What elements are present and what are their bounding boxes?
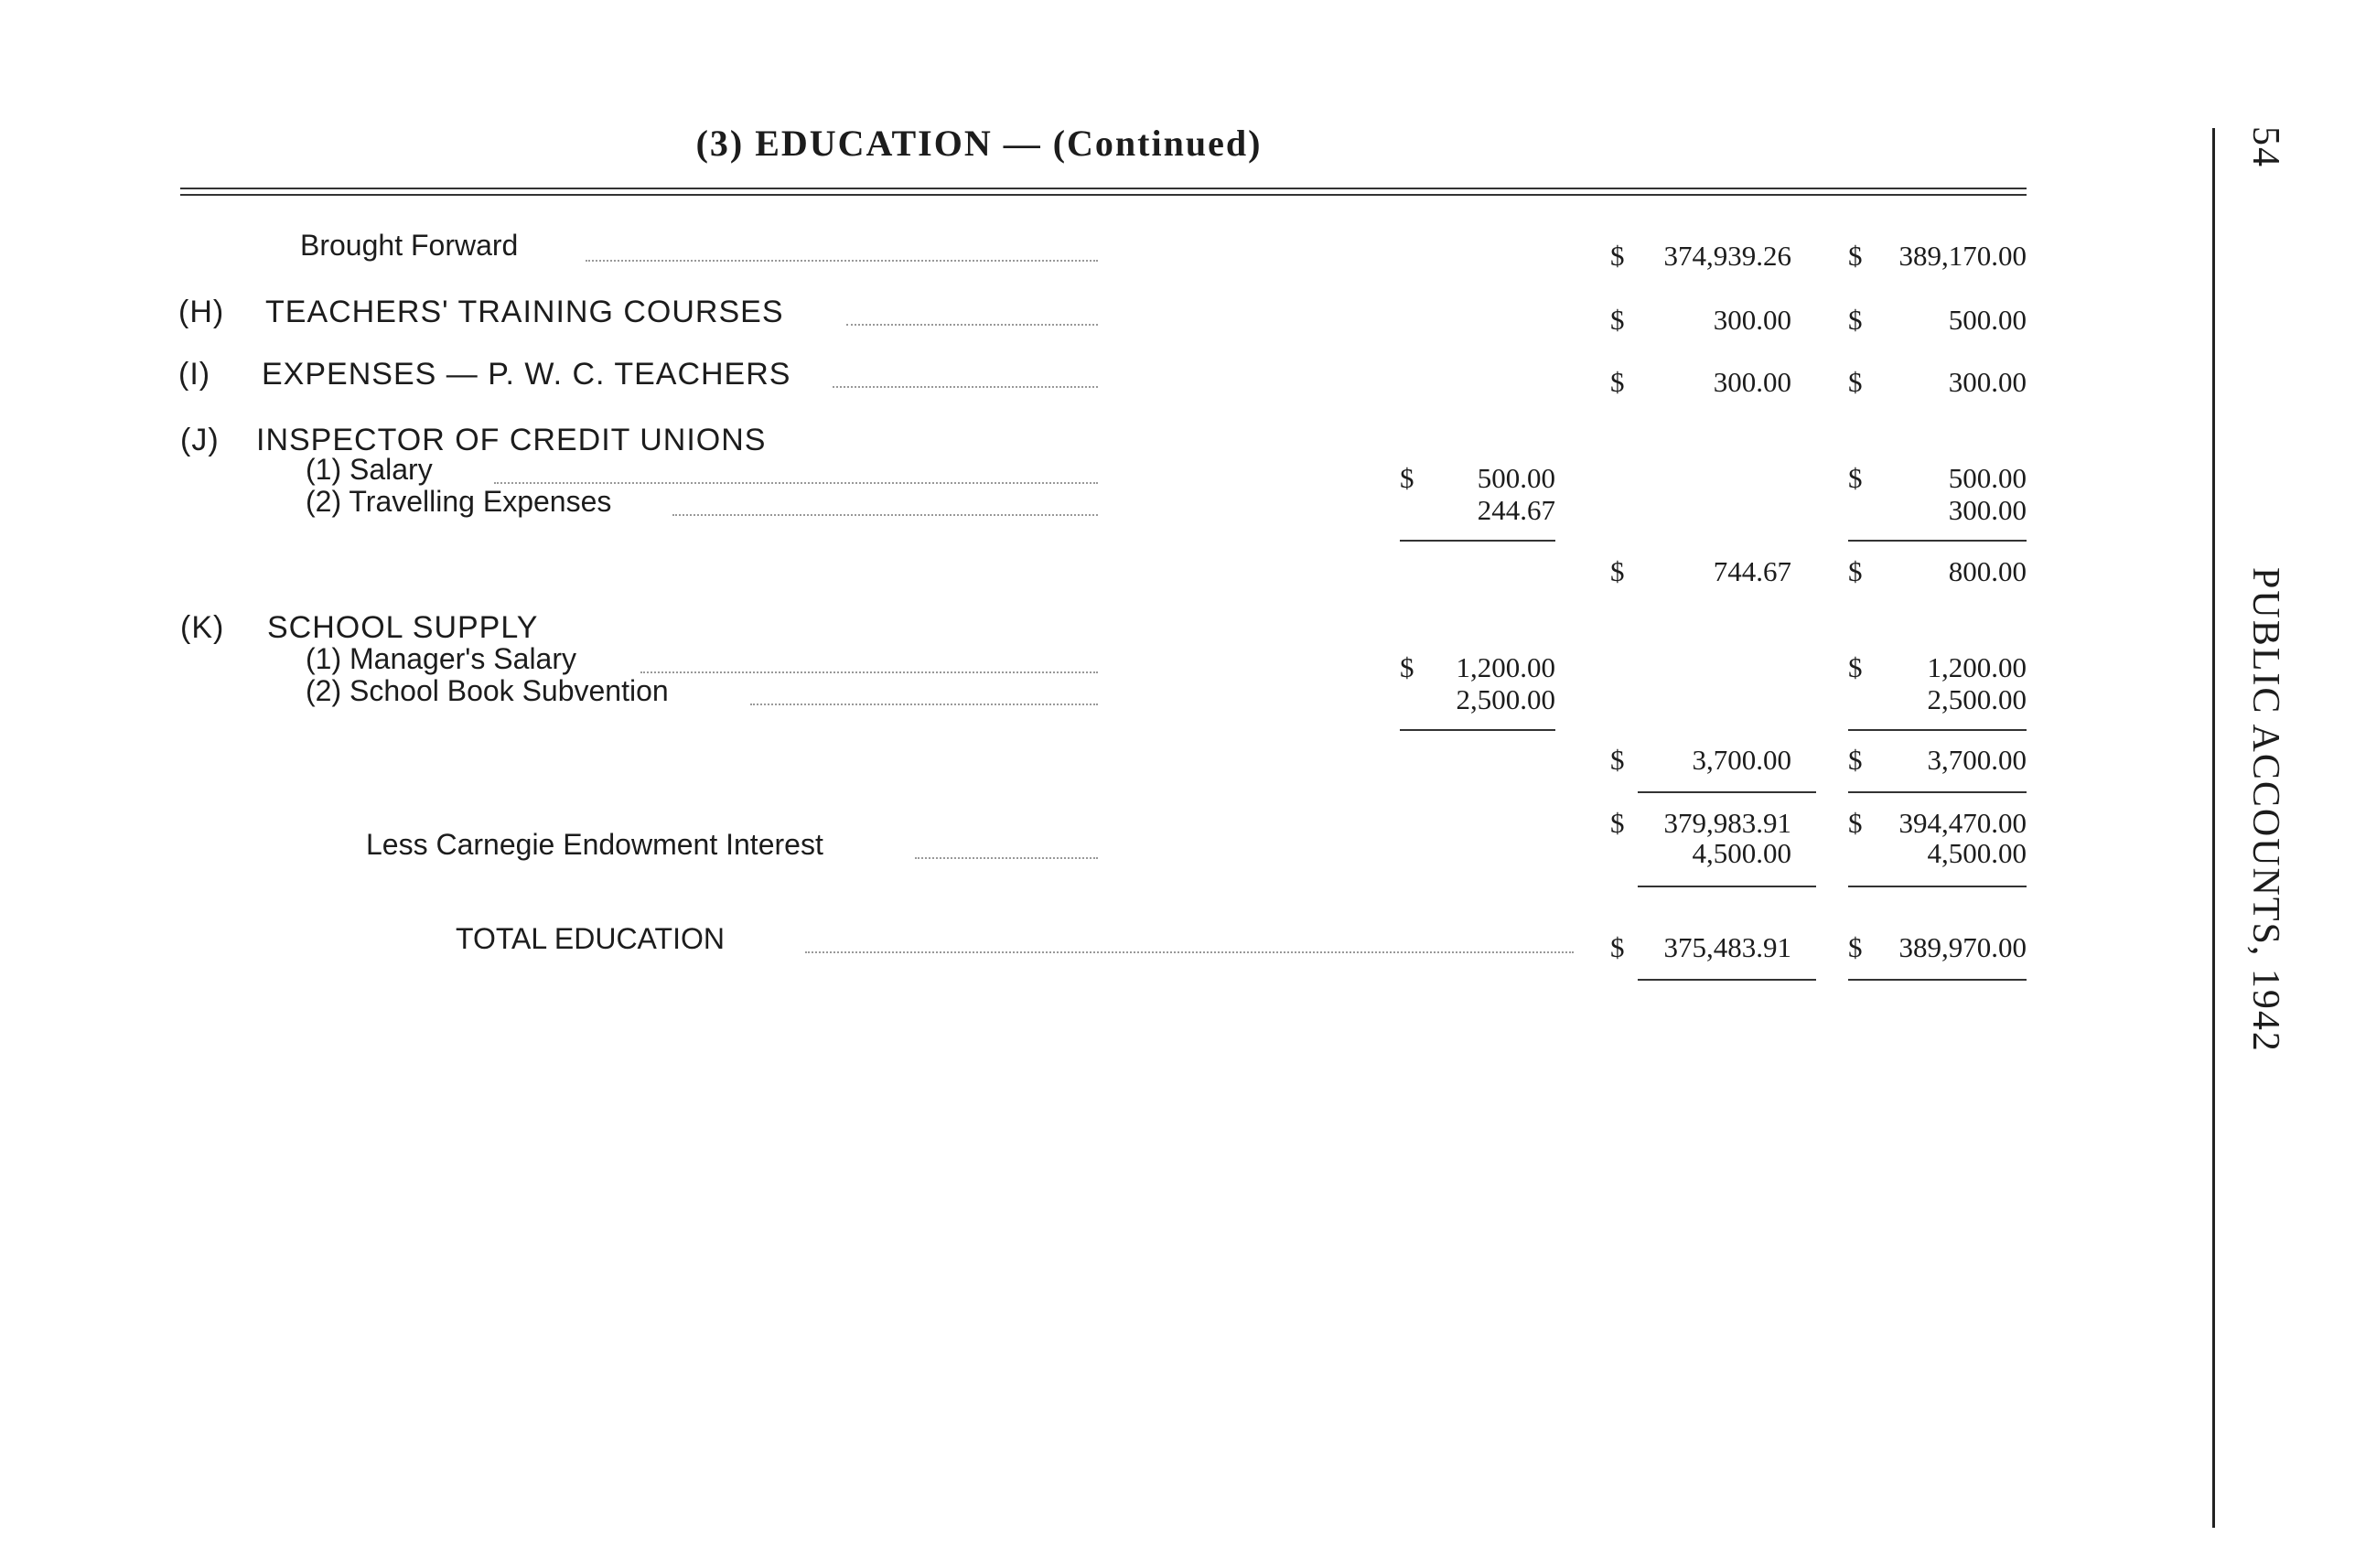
subtotal-rule xyxy=(1848,886,2027,887)
subtotal-rule xyxy=(1400,540,1555,542)
leader-dots xyxy=(672,514,1098,516)
header-double-rule xyxy=(180,188,2027,196)
salary-1942: 500.00 xyxy=(1948,462,2027,494)
travelling-expenses-1941: 244.67 xyxy=(1477,494,1555,526)
expenses-pwc-label: EXPENSES — P. W. C. TEACHERS xyxy=(262,357,791,392)
managers-salary-1942: 1,200.00 xyxy=(1927,651,2027,683)
section-letter-k: (K) xyxy=(180,610,225,645)
leader-dots xyxy=(805,951,1574,953)
dollar-sign: $ xyxy=(1400,462,1414,494)
dollar-sign: $ xyxy=(1848,807,1863,839)
page-title: (3) EDUCATION — (Continued) xyxy=(695,123,1263,164)
dollar-sign: $ xyxy=(1848,462,1863,494)
less-carnegie-1942: 4,500.00 xyxy=(1927,837,2027,869)
dollar-sign: $ xyxy=(1610,366,1625,398)
dollar-sign: $ xyxy=(1610,744,1625,776)
teachers-training-label: TEACHERS' TRAINING COURSES xyxy=(265,295,784,329)
subtotal-1941: 379,983.91 xyxy=(1663,807,1791,839)
subtotal-1942: 394,470.00 xyxy=(1898,807,2027,839)
page-number: 54 xyxy=(2244,126,2286,168)
dollar-sign: $ xyxy=(1400,651,1414,683)
subtotal-rule xyxy=(1638,886,1816,887)
less-carnegie-1941: 4,500.00 xyxy=(1692,837,1791,869)
section-letter-j: (J) xyxy=(180,423,220,457)
leader-dots xyxy=(915,857,1098,859)
expenses-pwc-1942: 300.00 xyxy=(1948,366,2027,398)
total-education-1941: 375,483.91 xyxy=(1663,931,1791,963)
dollar-sign: $ xyxy=(1848,555,1863,587)
dollar-sign: $ xyxy=(1848,304,1863,336)
leader-dots xyxy=(640,671,1098,673)
credit-unions-label: INSPECTOR OF CREDIT UNIONS xyxy=(256,423,767,457)
section-letter-h: (H) xyxy=(178,295,225,329)
salary-1941: 500.00 xyxy=(1477,462,1555,494)
dollar-sign: $ xyxy=(1848,931,1863,963)
margin-rule xyxy=(2212,128,2215,1528)
school-supply-total-1941: 3,700.00 xyxy=(1692,744,1791,776)
salary-label: (1) Salary xyxy=(306,453,433,486)
school-supply-label: SCHOOL SUPPLY xyxy=(267,610,539,645)
school-book-subvention-label: (2) School Book Subvention xyxy=(306,674,669,707)
section-letter-i: (I) xyxy=(178,357,211,392)
subtotal-rule xyxy=(1848,791,2027,793)
leader-dots xyxy=(586,260,1098,262)
school-supply-total-1942: 3,700.00 xyxy=(1927,744,2027,776)
school-book-subvention-1942: 2,500.00 xyxy=(1927,683,2027,715)
leader-dots xyxy=(833,386,1098,388)
teachers-training-1941: 300.00 xyxy=(1713,304,1791,336)
total-rule xyxy=(1638,979,1816,981)
travelling-expenses-label: (2) Travelling Expenses xyxy=(306,485,612,518)
dollar-sign: $ xyxy=(1610,304,1625,336)
subtotal-rule xyxy=(1848,540,2027,542)
leader-dots xyxy=(750,703,1098,705)
running-title: PUBLIC ACCOUNTS, 1942 xyxy=(2244,567,2286,1053)
managers-salary-1941: 1,200.00 xyxy=(1456,651,1555,683)
dollar-sign: $ xyxy=(1848,651,1863,683)
dollar-sign: $ xyxy=(1610,240,1625,272)
dollar-sign: $ xyxy=(1610,555,1625,587)
total-education-label: TOTAL EDUCATION xyxy=(456,922,725,955)
credit-unions-total-1941: 744.67 xyxy=(1713,555,1791,587)
less-carnegie-label: Less Carnegie Endowment Interest xyxy=(366,828,823,861)
dollar-sign: $ xyxy=(1610,931,1625,963)
expenses-pwc-1941: 300.00 xyxy=(1713,366,1791,398)
dollar-sign: $ xyxy=(1610,807,1625,839)
subtotal-rule xyxy=(1638,791,1816,793)
credit-unions-total-1942: 800.00 xyxy=(1948,555,2027,587)
brought-forward-1941: 374,939.26 xyxy=(1663,240,1791,272)
teachers-training-1942: 500.00 xyxy=(1948,304,2027,336)
subtotal-rule xyxy=(1848,729,2027,731)
leader-dots xyxy=(494,482,1098,484)
dollar-sign: $ xyxy=(1848,240,1863,272)
dollar-sign: $ xyxy=(1848,744,1863,776)
brought-forward-1942: 389,170.00 xyxy=(1898,240,2027,272)
dollar-sign: $ xyxy=(1848,366,1863,398)
total-rule xyxy=(1848,979,2027,981)
total-education-1942: 389,970.00 xyxy=(1898,931,2027,963)
brought-forward-label: Brought Forward xyxy=(300,229,519,262)
travelling-expenses-1942: 300.00 xyxy=(1948,494,2027,526)
managers-salary-label: (1) Manager's Salary xyxy=(306,642,576,675)
school-book-subvention-1941: 2,500.00 xyxy=(1456,683,1555,715)
leader-dots xyxy=(846,324,1098,326)
subtotal-rule xyxy=(1400,729,1555,731)
